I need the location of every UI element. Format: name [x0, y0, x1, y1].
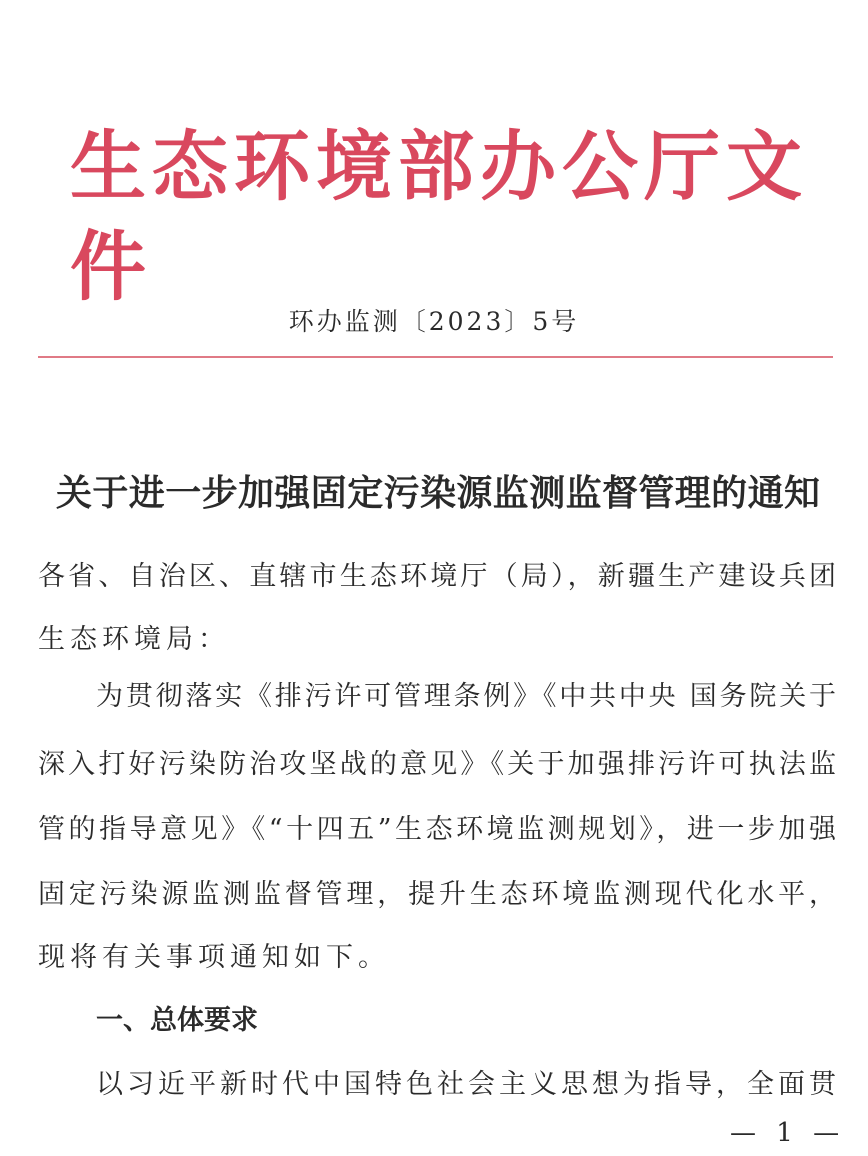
notice-title: 关于进一步加强固定污染源监测监督管理的通知	[56, 472, 820, 514]
paragraph-line: 以习近平新时代中国特色社会主义思想为指导，全面贯	[96, 1069, 836, 1100]
paragraph-line: 深入打好污染防治攻坚战的意见》《关于加强排污许可执法监	[38, 749, 836, 780]
red-separator-line	[38, 356, 833, 358]
document-masthead: 生态环境部办公厅文件	[70, 126, 802, 310]
paragraph-line: 现将有关事项通知如下。	[38, 942, 390, 973]
document-number: 环办监测〔2023〕5号	[288, 307, 580, 336]
addressee-line: 各省、自治区、直辖市生态环境厅（局），新疆生产建设兵团	[38, 561, 836, 592]
paragraph-line: 管的指导意见》《“十四五”生态环境监测规划》，进一步加强	[38, 814, 836, 845]
paragraph-line: 为贯彻落实《排污许可管理条例》《中共中央 国务院关于	[96, 681, 836, 712]
paragraph-line: 固定污染源监测监督管理，提升生态环境监测现代化水平，	[38, 879, 836, 910]
section-heading: 一、总体要求	[96, 1005, 258, 1036]
page-number: — 1 —	[730, 1118, 846, 1148]
addressee-line: 生态环境局：	[38, 624, 230, 655]
